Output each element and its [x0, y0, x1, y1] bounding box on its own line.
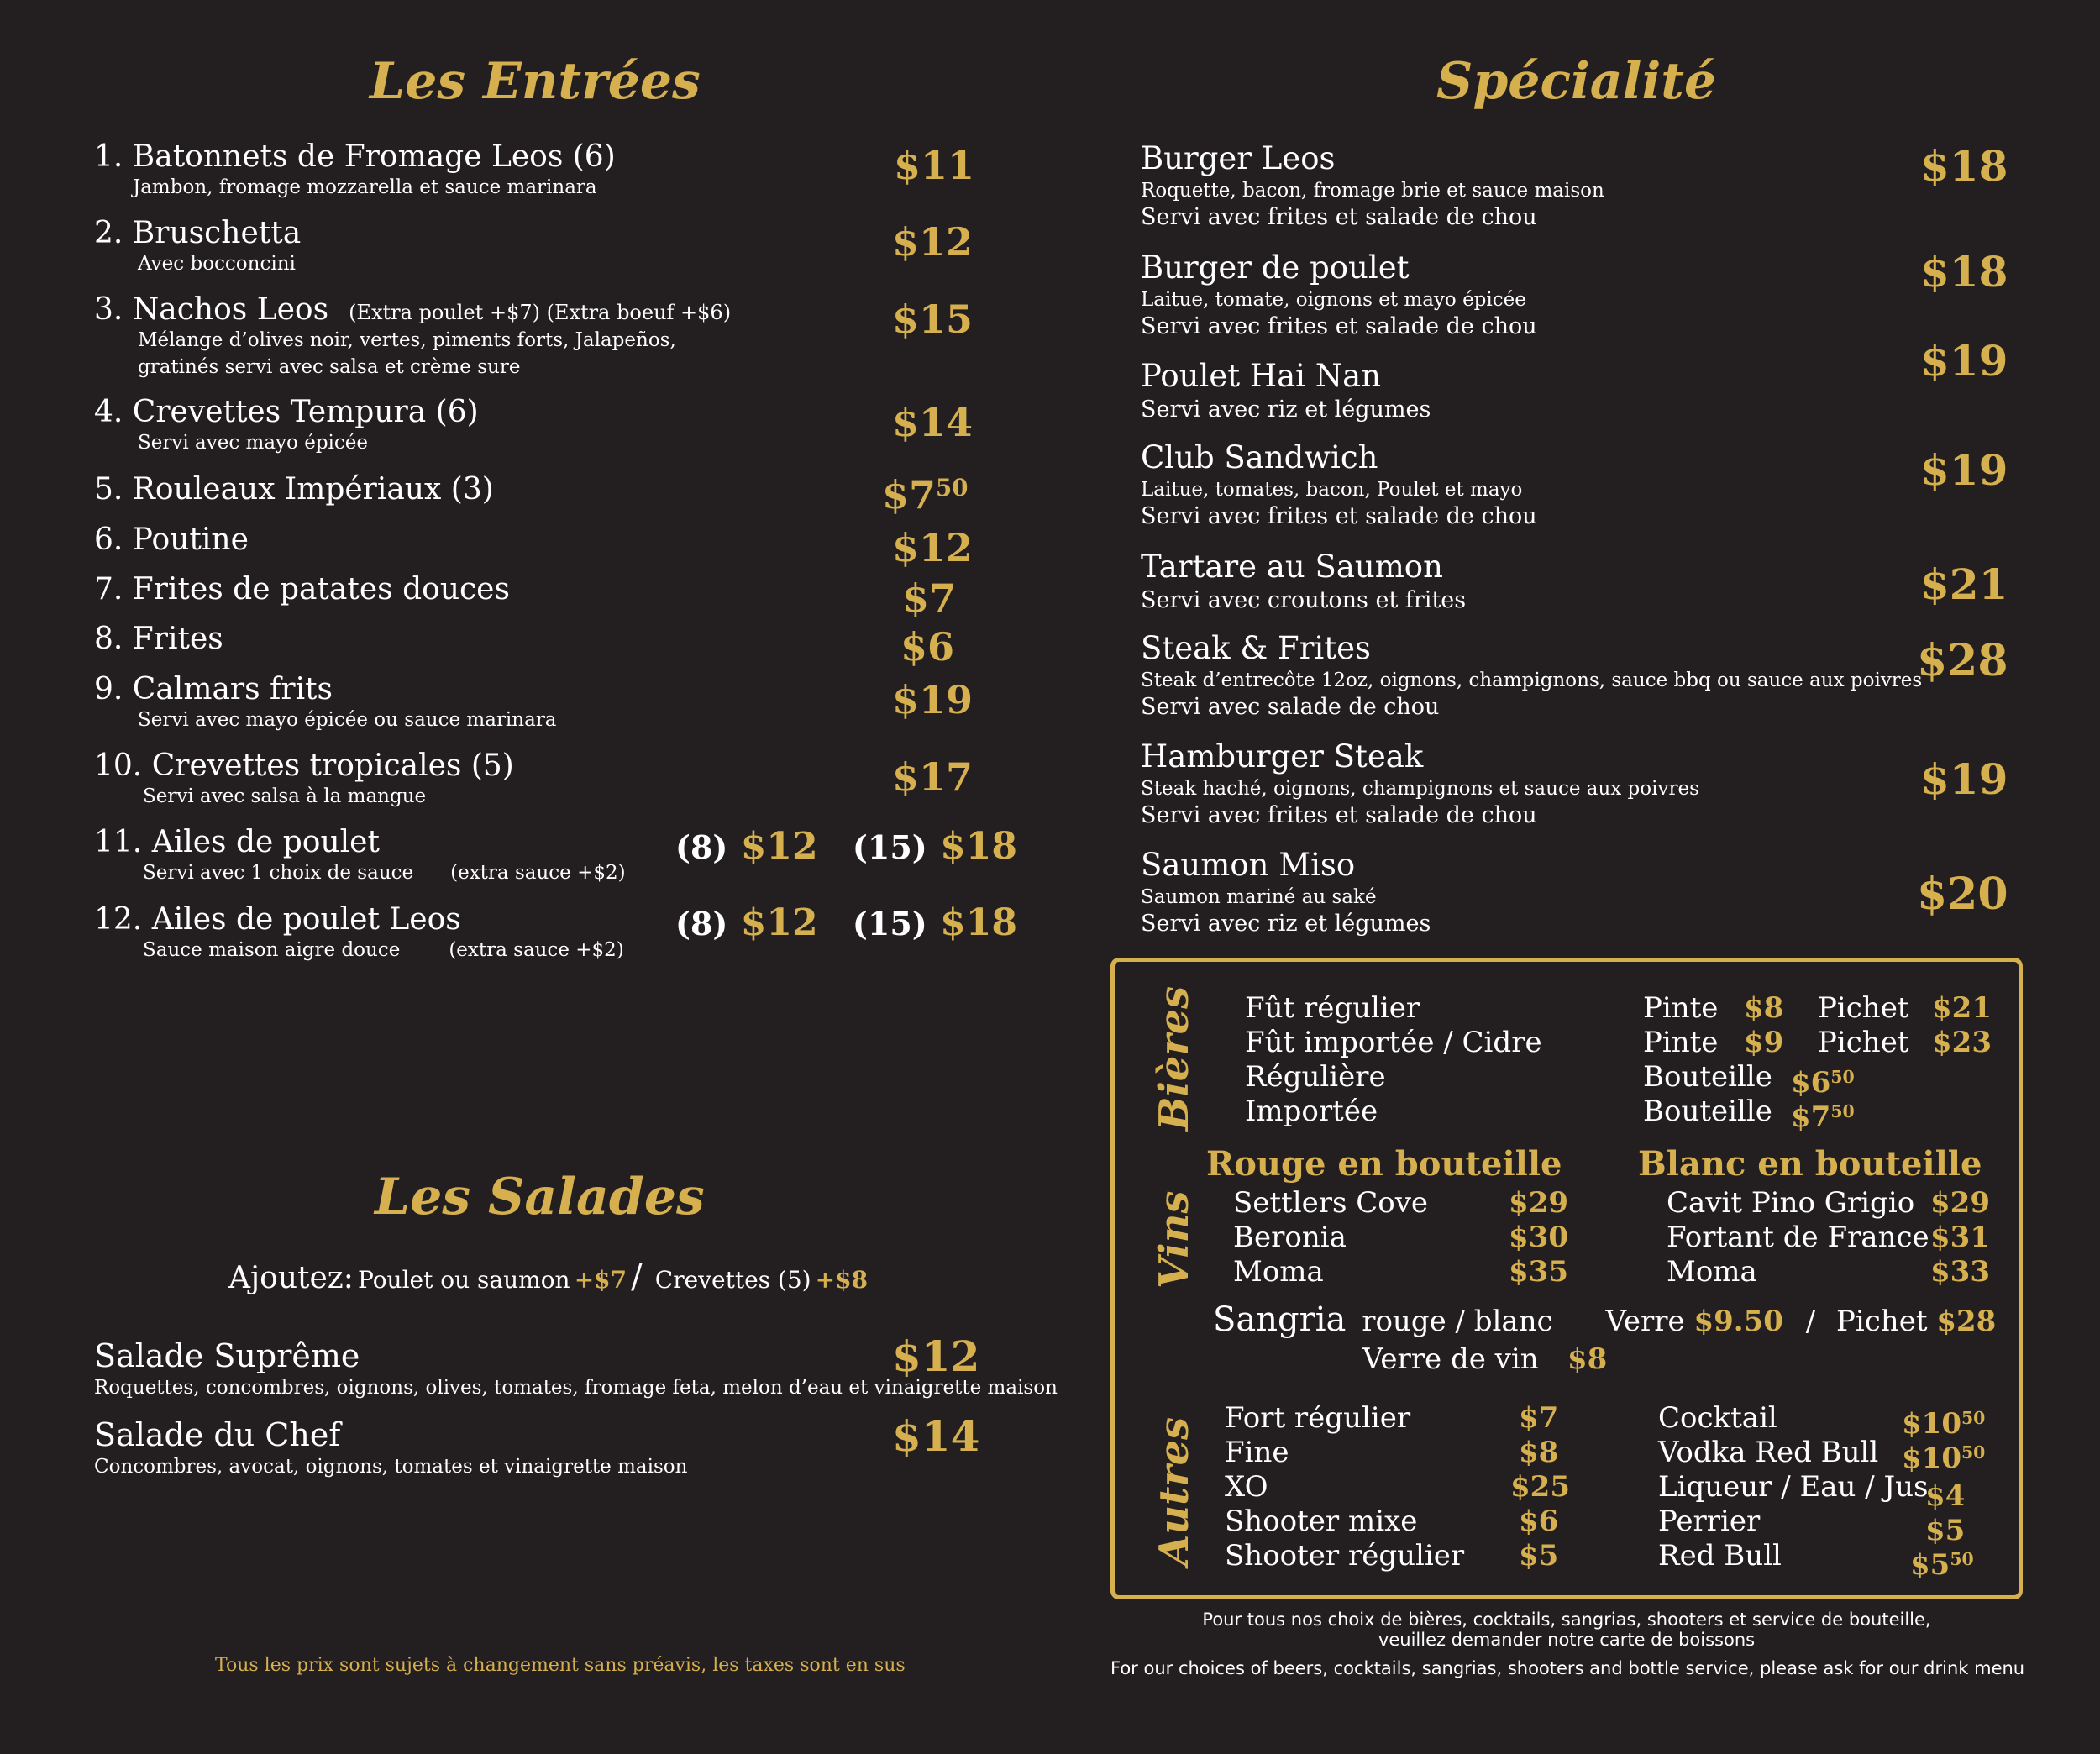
vin-blanc-name: Moma: [1667, 1255, 1757, 1289]
autre-name: Shooter mixe: [1225, 1505, 1418, 1538]
entree-name: 3. Nachos Leos: [94, 292, 329, 327]
specialite-item: [1141, 738, 1699, 830]
autre-price: $5: [1519, 1539, 1559, 1573]
biere-price: $21: [1932, 991, 1992, 1025]
autre-price: $5: [1925, 1514, 1966, 1548]
entree-item: [94, 472, 494, 507]
entree-item: [94, 748, 514, 810]
vin-blanc-name: Cavit Pino Grigio: [1667, 1186, 1915, 1220]
biere-unit: Pinte: [1643, 1026, 1719, 1059]
entree-name: 11. Ailes de poulet: [94, 825, 380, 859]
vin-rouge-price: $35: [1509, 1255, 1568, 1289]
autre-name: Shooter régulier: [1225, 1539, 1465, 1573]
biere-name: Fût régulier: [1245, 991, 1420, 1025]
entree-extra: (Extra poulet +$7) (Extra boeuf +$6): [349, 301, 732, 324]
drink-note-fr: [1110, 1610, 2023, 1650]
autre-price: $\$10^{50}$: [1902, 1442, 1986, 1476]
biere-name: Fût importée / Cidre: [1245, 1026, 1542, 1059]
vin-rouge-price: $30: [1509, 1221, 1568, 1254]
entrees-title: Les Entrées: [370, 52, 701, 111]
specialite-item: [1141, 139, 1604, 232]
autre-price: $4: [1925, 1479, 1966, 1514]
vin-rouge-name: Moma: [1233, 1255, 1324, 1289]
entree-desc: Servi avec 1 choix de sauce: [143, 862, 414, 884]
specialite-name: Hamburger Steak: [1141, 738, 1424, 775]
entree-name: 10. Crevettes tropicales (5): [94, 748, 514, 783]
specialite-name: Poulet Hai Nan: [1141, 358, 1382, 394]
entree-item: [94, 523, 249, 557]
vin-blanc-price: $29: [1930, 1186, 1990, 1220]
entree-name: 2. Bruschetta: [94, 216, 302, 250]
salade-name: Salade Suprême: [94, 1337, 360, 1374]
specialite-serve: Servi avec frites et salade de chou: [1141, 313, 1537, 339]
biere-price: $\$7^{50}$: [1791, 1100, 1855, 1135]
specialite-name: Tartare au Saumon: [1141, 549, 1443, 585]
vins-label: Vins: [1151, 1190, 1198, 1289]
autre-name: Perrier: [1658, 1505, 1761, 1538]
autre-name: Red Bull: [1658, 1539, 1782, 1573]
entree-desc: Sauce maison aigre douce: [143, 939, 401, 961]
entree-name: 1. Batonnets de Fromage Leos (6): [94, 139, 616, 174]
specialite-serve: Servi avec frites et salade de chou: [1141, 802, 1537, 828]
biere-unit: Bouteille: [1643, 1060, 1772, 1094]
autre-name: Vodka Red Bull: [1658, 1436, 1879, 1469]
specialite-item: [1141, 846, 1431, 938]
entree-item: [94, 825, 626, 886]
addon-1: Poulet ou saumon: [357, 1266, 570, 1294]
blanc-title: Blanc en bouteille: [1638, 1144, 1982, 1184]
sangria-label: Sangria: [1213, 1300, 1347, 1339]
entree-name: 6. Poutine: [94, 523, 249, 557]
biere-price: $9: [1744, 1026, 1784, 1059]
autre-price: $\$5^{50}$: [1910, 1548, 1974, 1583]
vin-rouge-name: Settlers Cove: [1233, 1186, 1429, 1220]
autre-price: $6: [1519, 1505, 1559, 1538]
bieres-label: Bières: [1151, 985, 1198, 1131]
specialite-price: $19: [1920, 754, 2008, 804]
autre-price: $\$10^{50}$: [1902, 1407, 1986, 1442]
specialite-desc: Saumon mariné au saké: [1141, 886, 1377, 908]
specialite-name: Saumon Miso: [1141, 847, 1356, 883]
biere-price: $23: [1932, 1026, 1992, 1059]
entree-name: 12. Ailes de poulet Leos: [94, 902, 461, 937]
specialite-price: $18: [1920, 247, 2008, 297]
sangria-row: [1213, 1300, 1996, 1339]
biere-price: $8: [1744, 991, 1784, 1025]
entree-extra: (extra sauce +$2): [449, 939, 624, 961]
specialite-serve: Servi avec croutons et frites: [1141, 587, 1467, 613]
entree-desc: Jambon, fromage mozzarella et sauce marinara: [133, 176, 597, 198]
salades-addons: [228, 1258, 868, 1296]
specialite-serve: Servi avec riz et légumes: [1141, 911, 1431, 937]
sangria-sep: /: [1805, 1305, 1816, 1338]
pichet-price: $28: [1936, 1305, 1997, 1338]
biere-unit: Pichet: [1818, 1026, 1909, 1059]
biere-price: $\$6^{50}$: [1791, 1066, 1855, 1100]
vin-blanc-price: $33: [1930, 1255, 1990, 1289]
biere-unit: Pichet: [1818, 991, 1909, 1025]
addon-2-price: +$8: [815, 1266, 869, 1294]
specialite-serve: Servi avec salade de chou: [1141, 694, 1440, 720]
addon-1-price: +$7: [574, 1266, 627, 1294]
entree-item: [94, 672, 557, 733]
specialite-price: $28: [1917, 635, 2008, 686]
entree-extra: (extra sauce +$2): [450, 862, 626, 884]
entree-name: 4. Crevettes Tempura (6): [94, 395, 479, 429]
vin-rouge-name: Beronia: [1233, 1221, 1347, 1254]
entree-item: [94, 139, 616, 201]
specialite-name: Burger Leos: [1141, 140, 1336, 176]
salades-title: Les Salades: [375, 1168, 705, 1226]
specialite-price: $19: [1920, 336, 2008, 386]
entree-price: $15: [892, 297, 974, 342]
drink-note-fr-1: Pour tous nos choix de bières, cocktails, sangrias, shooters et service de bouteille,: [1202, 1610, 1931, 1630]
entree-price: $11: [894, 143, 975, 188]
specialite-serve: Servi avec frites et salade de chou: [1141, 204, 1537, 230]
entree-price: $12: [892, 219, 974, 265]
specialite-desc: Laitue, tomate, oignons et mayo épicée: [1141, 289, 1526, 311]
entree-item: [94, 622, 223, 656]
specialite-item: [1141, 357, 1431, 424]
salade-desc: Roquettes, concombres, oignons, olives, tomates, fromage feta, melon d’eau et vinaigrette maison: [94, 1377, 1058, 1399]
entree-item: [94, 395, 479, 456]
entree-name: 8. Frites: [94, 622, 223, 656]
entree-item: [94, 902, 624, 964]
autre-name: Fort régulier: [1225, 1401, 1411, 1435]
specialite-desc: Roquette, bacon, fromage brie et sauce maison: [1141, 180, 1604, 202]
entree-name: 7. Frites de patates douces: [94, 572, 510, 607]
specialite-item: [1141, 548, 1466, 615]
entree-price: $6: [900, 624, 955, 670]
pichet-label: Pichet: [1836, 1305, 1928, 1338]
vin-blanc-name: Fortant de France: [1667, 1221, 1929, 1254]
specialite-price: $21: [1920, 559, 2008, 609]
entree-price: $\$7^{50}$: [882, 472, 969, 517]
specialite-name: Steak & Frites: [1141, 630, 1371, 666]
verre-label: Verre: [1605, 1305, 1685, 1338]
specialite-item: [1141, 438, 1537, 531]
entree-desc: Servi avec salsa à la mangue: [143, 785, 427, 807]
autre-name: Liqueur / Eau / Jus: [1658, 1470, 1929, 1504]
salade-item: [94, 1416, 687, 1480]
specialite-desc: Laitue, tomates, bacon, Poulet et mayo: [1141, 479, 1523, 501]
specialite-desc: Steak d’entrecôte 12oz, oignons, champignons, sauce bbq ou sauce aux poivres: [1141, 670, 1923, 691]
autre-name: XO: [1225, 1470, 1268, 1504]
entree-desc: Avec bocconcini: [138, 253, 296, 275]
specialite-desc: Steak haché, oignons, champignons et sauce aux poivres: [1141, 778, 1699, 800]
rouge-title: Rouge en bouteille: [1206, 1144, 1562, 1184]
specialite-name: Burger de poulet: [1141, 249, 1410, 286]
verre-vin-price: $8: [1567, 1342, 1608, 1376]
specialite-serve: Servi avec frites et salade de chou: [1141, 503, 1537, 529]
entree-desc: Servi avec mayo épicée ou sauce marinara: [138, 709, 557, 731]
sangria-type: rouge / blanc: [1362, 1305, 1553, 1338]
specialite-name: Club Sandwich: [1141, 439, 1378, 475]
entree-desc-2: gratinés servi avec salsa et crème sure: [138, 356, 521, 378]
salade-name: Salade du Chef: [94, 1416, 341, 1453]
addon-2: Crevettes (5): [654, 1266, 811, 1294]
entree-price: $14: [892, 400, 974, 445]
salade-price: $12: [892, 1331, 980, 1381]
autre-name: Cocktail: [1658, 1401, 1777, 1435]
wing-prices: (8) $12 (15) $18: [675, 825, 1017, 868]
entree-price: $17: [892, 754, 974, 800]
vin-rouge-price: $29: [1509, 1186, 1568, 1220]
autre-price: $7: [1519, 1401, 1559, 1435]
salade-desc: Concombres, avocat, oignons, tomates et vinaigrette maison: [94, 1456, 688, 1478]
verre-price: $9.50: [1693, 1305, 1783, 1338]
specialite-title: Spécialité: [1436, 52, 1717, 111]
salade-price: $14: [892, 1411, 980, 1461]
specialite-item: [1141, 249, 1537, 341]
autre-price: $25: [1510, 1470, 1570, 1504]
entree-desc: Servi avec mayo épicée: [138, 432, 369, 454]
specialite-price: $18: [1920, 141, 2008, 191]
entree-name: 5. Rouleaux Impériaux (3): [94, 472, 494, 507]
entree-price: $12: [892, 525, 974, 570]
entree-price: $7: [902, 575, 957, 621]
wing-prices: (8) $12 (15) $18: [675, 901, 1017, 944]
addons-label: Ajoutez:: [228, 1261, 354, 1295]
specialite-price: $20: [1917, 869, 2008, 920]
biere-unit: Pinte: [1643, 991, 1719, 1025]
specialite-price: $19: [1920, 445, 2008, 495]
biere-unit: Bouteille: [1643, 1095, 1772, 1128]
entree-name: 9. Calmars frits: [94, 672, 333, 706]
verre-vin-label: Verre de vin: [1362, 1342, 1539, 1376]
price-notice: Tous les prix sont sujets à changement sans préavis, les taxes sont en sus: [215, 1655, 906, 1676]
biere-name: Importée: [1245, 1095, 1378, 1128]
entree-item: [94, 216, 301, 277]
autre-price: $8: [1519, 1436, 1559, 1469]
vin-blanc-price: $31: [1930, 1221, 1990, 1254]
entree-item: [94, 572, 510, 607]
specialite-serve: Servi avec riz et légumes: [1141, 396, 1431, 423]
drink-note-fr-2: veuillez demander notre carte de boissons: [1378, 1630, 1756, 1650]
entree-desc: Mélange d’olives noir, vertes, piments forts, Jalapeños,: [138, 329, 676, 351]
autre-name: Fine: [1225, 1436, 1289, 1469]
entree-price: $19: [892, 677, 974, 722]
autres-label: Autres: [1151, 1416, 1198, 1566]
specialite-item: [1141, 629, 1922, 722]
drink-note-en: For our choices of beers, cocktails, sangrias, shooters and bottle service, please ask for our drink menu: [1110, 1658, 2025, 1678]
addon-slash: /: [631, 1258, 643, 1296]
entree-item: [94, 292, 731, 381]
biere-name: Régulière: [1245, 1060, 1386, 1094]
